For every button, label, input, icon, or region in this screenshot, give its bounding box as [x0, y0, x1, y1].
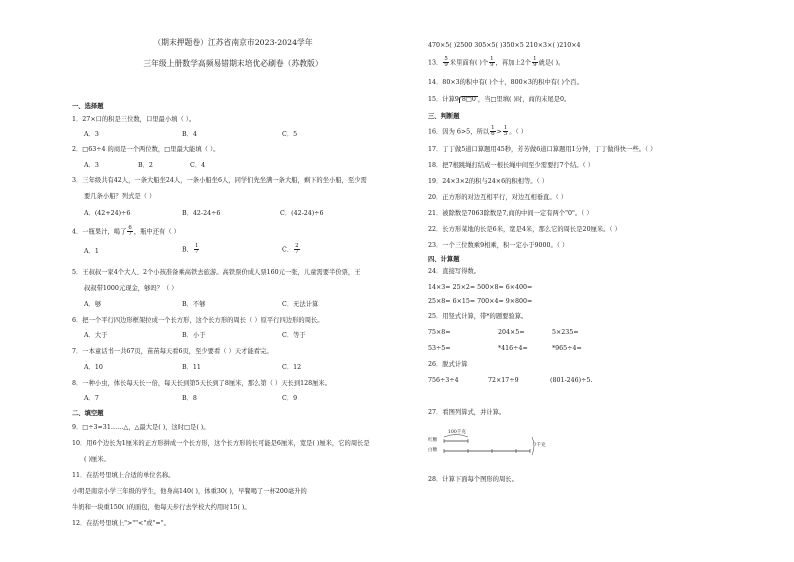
question-11: 11．在括号里填上合适的单位名称。 [72, 472, 175, 479]
title-line-2: 三年级上册数学高频易错期末培优必刷卷（苏教版） [143, 59, 323, 68]
q15-dividend: 8□0 [459, 96, 478, 103]
q2-option-b: B．2 [138, 162, 153, 169]
question-17: 17．丁丁做5道口算题用45秒，芳芳做6道口算题用1分钟，丁丁做得快一些。（ ） [428, 146, 657, 153]
q4-c-den: 7 [295, 249, 299, 256]
q16-den-1: 6 [491, 131, 495, 138]
q26-item-3: (801-246)÷5. [550, 377, 593, 384]
diagram-white-label: 白糖 [428, 448, 438, 453]
q15-divisor: 9 [454, 96, 459, 103]
section-judge: 三、判断题 [428, 113, 460, 120]
q13-fraction-1 [443, 57, 448, 69]
q24-row-2: 25×8= 6×15= 700×4= 9×800= [428, 298, 533, 305]
q13-den-3: 9 [533, 62, 537, 69]
question-15 [428, 96, 570, 104]
section-calc: 四、计算题 [428, 256, 460, 263]
q16-fraction-1 [490, 126, 495, 138]
q2-option-a: A．3 [84, 162, 99, 169]
question-21: 21．被除数是7063除数是7,商的中间一定有两个"0"。（ ） [428, 210, 593, 217]
q25-item-1: 75×8= [428, 329, 451, 336]
q26-item-2: 72×17÷9 [488, 377, 519, 384]
question-10-line-1: 10．用6个边长为1厘米的正方形拼成一个长方形，这个长方形的长可能是6厘米，宽是( )厘米，它的周长是 [72, 440, 370, 447]
q15-label: 15．计算 [428, 96, 455, 103]
section-fill: 二、填空题 [72, 410, 104, 417]
q4-b-den: 7 [194, 249, 199, 256]
question-22: 22．长方形菜地的长是6米，宽是4米，那么它的周长是20厘米。（ ） [428, 226, 621, 233]
q4-option-b [182, 244, 200, 256]
q13-text-post: ，再加上2个 [495, 59, 532, 67]
q2-option-c: C．4 [190, 162, 206, 169]
q8-option-a: A．7 [84, 395, 99, 402]
question-9: 9．□÷3=31……△，△最大是( )，这时□是( )。 [72, 424, 210, 431]
q13-num-3: 1 [533, 56, 537, 62]
question-14: 14．80×3的积中有( )个十，800×3的积中有( )个百。 [428, 79, 583, 86]
q25-item-3: 5×235= [552, 329, 579, 336]
q6-option-a: A．大于 [84, 332, 108, 339]
q4-c-num: 2 [295, 243, 299, 249]
q13-den-2: 9 [490, 62, 494, 69]
q4-text-post: ，瓶中还有（ ） [133, 228, 180, 236]
q16-den-2: 5 [503, 131, 508, 138]
q5-option-b: B．不够 [182, 301, 206, 308]
q6-option-b: B．小于 [182, 332, 206, 339]
question-12: 12．在括号里填上">""<"或"="。 [72, 520, 170, 527]
q25-item-6: *965÷4= [552, 345, 582, 352]
diagram-top-label: 100千克 [448, 430, 466, 435]
q13-text-mid: 米里面有( )个 [449, 59, 489, 67]
question-27: 27．看图列算式，并计算。 [428, 409, 506, 416]
q1-option-a: A．3 [84, 131, 99, 138]
q16-num-1: 1 [491, 125, 495, 131]
q13-num-2: 1 [490, 56, 494, 62]
q16-text-post: 。（ ） [509, 128, 527, 136]
q16-fraction-2 [503, 126, 508, 138]
question-10-line-2: ( )厘米。 [84, 456, 110, 463]
diagram-unknown-label: ?千克 [534, 443, 546, 448]
q4-option-c-fraction [294, 244, 299, 256]
q1-option-c: C．5 [282, 131, 298, 138]
q3-option-b: B．42-24÷6 [182, 210, 221, 217]
q16-num-2: 1 [503, 125, 508, 131]
q25-item-2: 204×5= [498, 329, 525, 336]
question-11-line-1: 小明是南京小学三年级的学生，他身高140( )，体重30( )，早餐喝了一杯200毫升的 [72, 488, 307, 495]
q8-option-c: C．9 [282, 395, 298, 402]
q1-option-b: B．4 [182, 131, 197, 138]
q15-text-post: ，当□里填( )时，商的末尾是0。 [477, 96, 571, 103]
question-24: 24．直接写得数。 [428, 268, 481, 275]
question-25: 25．用竖式计算，带*的题要验算。 [428, 313, 528, 320]
section-choice: 一、选择题 [72, 103, 104, 110]
q4-fraction [127, 226, 132, 238]
question-12-comparisons: 470×5( )2500 305×5( )350×5 210×3×( )210×4 [428, 42, 581, 49]
question-7: 7．一本童话书一共67页，苗苗每天看6页，至少要看（ ）天才能看完。 [72, 348, 273, 355]
question-19: 19．24×3×2的积与24×6的积相等。（ ） [428, 178, 549, 185]
sugar-line-diagram [428, 430, 548, 463]
q13-label: 13． [428, 59, 443, 67]
title-line-1: （期末押题卷）江苏省南京市2023-2024学年 [153, 38, 313, 47]
q13-fraction-3 [532, 57, 537, 69]
sugar-diagram-svg [428, 433, 548, 463]
question-5-line-1: 5．王叔叔一家4个大人、2个小孩准备乘高铁去旅游。高铁票价成人票160元一张，儿童需要半价票，王 [72, 269, 361, 276]
q24-row-1: 14×3= 25×2= 500×8= 6×400= [428, 284, 533, 291]
q16-text-pre: 16．因为 6>5，所以 [428, 128, 490, 136]
q7-option-a: A．10 [84, 364, 103, 371]
question-5-line-2: 叔叔带1000元现金，够吗？（ ） [84, 285, 178, 292]
q25-item-4: 53÷5= [428, 345, 451, 352]
q5-option-c: C．无法计算 [282, 301, 319, 308]
question-8: 8．一种小虫，体长每天长一倍，每天长到第5天长到了8厘米，那么第（ ）天长到128厘米。 [72, 380, 332, 387]
question-20: 20．正方形的对边互相平行，对边互相垂直。（ ） [428, 194, 568, 201]
q7-option-c: C．12 [282, 364, 302, 371]
q4-option-c [282, 244, 301, 256]
question-3-line-2: 要几条小船？列式是（ ） [84, 193, 156, 200]
q13-fraction-2 [489, 57, 494, 69]
q7-option-b: B．11 [182, 364, 201, 371]
question-3-line-1: 3．三年级共有42人，一条大船坐24人，一条小船坐6人，同学们先坐满一条大船，剩下的坐小船，至少需 [72, 177, 367, 184]
q4-option-a: A．1 [84, 248, 99, 255]
q4-fraction-den: 7 [128, 231, 132, 238]
q4-b-num: 1 [194, 243, 199, 249]
question-11-line-2: 牛奶和一块重150( )的面包，他每天步行去学校大约用时15( )。 [72, 504, 251, 511]
q4-option-c-label: C． [282, 246, 294, 254]
q8-option-b: B．8 [182, 395, 197, 402]
question-18: 18．把7根跳绳打结成一根长绳中间至少需要打7个结。（ ） [428, 162, 595, 169]
question-4 [72, 226, 180, 238]
question-16: 16．因为 6>5，所以 $\frac{1}{6}$ > $\frac{1}{5}$ 。（ ） [428, 125, 527, 138]
q4-fraction-num: 6 [128, 225, 132, 231]
q4-option-b-label: B． [182, 246, 193, 254]
q6-option-c: C．等于 [282, 332, 306, 339]
question-28: 28．计算下面每个图形的周长。 [428, 476, 518, 483]
question-13 [428, 57, 564, 69]
q5-option-a: A．够 [84, 301, 102, 308]
q3-option-a: A．(42+24)÷6 [84, 210, 131, 217]
q4-text-pre: 4．一瓶果汁，喝了 [72, 228, 127, 236]
question-26: 26．脱式计算 [428, 361, 468, 368]
q3-option-c: C．(42-24)÷6 [280, 210, 324, 217]
q13-num-1: 5 [444, 56, 448, 62]
q26-item-1: 756÷3÷4 [428, 377, 459, 384]
q13-den-1: 9 [444, 62, 448, 69]
diagram-red-label: 红糖 [428, 438, 438, 443]
question-23: 23．一个三位数乘9相乘，积一定小于9000。（ ） [428, 242, 569, 249]
question-1: 1．27×口的积是三位数，口里最小填（ ）。 [72, 116, 196, 123]
q25-item-5: *416÷4= [498, 345, 528, 352]
question-2: 2．□63÷4 的商是一个两位数，□里最大能填（ ）。 [72, 146, 220, 153]
q13-text-end: 就是( )。 [538, 59, 565, 67]
question-6: 6．把一个平行四边形框架拉成一个长方形，这个长方形的周长（ ）原平行四边形的周长。 [72, 317, 324, 324]
q4-option-b-fraction [194, 244, 199, 256]
